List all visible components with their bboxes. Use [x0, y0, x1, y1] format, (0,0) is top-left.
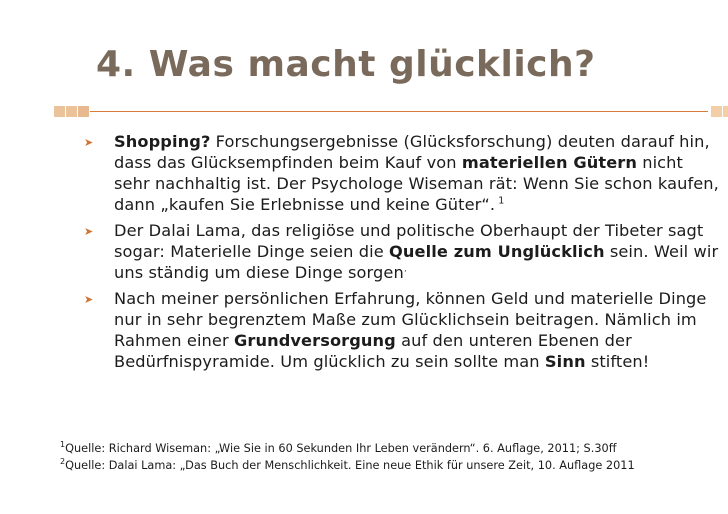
bullet-item — [84, 220, 720, 283]
decor-square — [723, 106, 728, 117]
bold-text: Shopping? — [114, 132, 211, 151]
bullet-text — [114, 131, 720, 215]
bullet-item — [84, 131, 720, 215]
slide-title: 4. Was macht glücklich? — [96, 44, 596, 85]
footnote-line — [60, 440, 720, 457]
text-segment: nicht sehr nachhaltig ist. Der Psychologe Wiseman rät: Wenn Sie schon kaufen, dann „kaufen Sie Erlebnisse und keine Güter“. — [114, 153, 719, 214]
bullet-text — [114, 220, 720, 283]
text-segment: Nach meiner persönlichen Erfahrung, können Geld und materielle Dinge nur in sehr begrenztem Maße zum Glücklichsein beitragen. Nämlich im Rahmen einer — [114, 289, 707, 350]
footnote-number: 2 — [60, 457, 66, 467]
footnote-ref: 1 — [495, 195, 505, 207]
bold-text: Grundversorgung — [233, 331, 396, 350]
footnote-ref: . — [403, 263, 407, 275]
arrow-right-icon: ➤ — [84, 293, 94, 306]
footnote-text: Quelle: Richard Wiseman: „Wie Sie in 60 Sekunden Ihr Leben verändern“. 6. Auflage, 2011; S.30ff — [65, 442, 617, 455]
text-segment: Der Dalai Lama, das religiöse und politische Oberhaupt der Tibeter sagt sogar: Materielle Dinge seien die — [114, 221, 704, 261]
bullet-list — [84, 131, 720, 377]
text-segment: stiften! — [585, 352, 650, 371]
footnote-text: Quelle: Dalai Lama: „Das Buch der Menschlichkeit. Eine neue Ethik für unsere Zeit, 10. Auflage 2011 — [65, 459, 635, 472]
text-segment: Forschungsergebnisse (Glücksforschung) deuten darauf hin, dass das Glücksempfinden beim Kauf von — [114, 132, 710, 172]
footnote-number: 1 — [60, 440, 66, 450]
footnote-line — [60, 457, 720, 474]
text-segment: auf den unteren Ebenen der Bedürfnispyramide. Um glücklich zu sein sollte man — [114, 331, 632, 371]
bullet-text — [114, 288, 720, 372]
bold-text: Sinn — [544, 352, 586, 371]
bold-text: materiellen Gütern — [461, 153, 637, 172]
arrow-right-icon: ➤ — [84, 225, 94, 238]
decor-square — [54, 106, 65, 117]
bullet-item — [84, 288, 720, 372]
decor-square — [711, 106, 722, 117]
title-divider — [90, 111, 708, 112]
bold-text: Quelle zum Unglücklich — [389, 242, 605, 261]
decor-square — [78, 106, 89, 117]
decor-square — [66, 106, 77, 117]
text-segment: sein. Weil wir uns ständig um diese Dinge sorgen — [114, 242, 719, 282]
arrow-right-icon: ➤ — [84, 136, 94, 149]
footnotes — [60, 440, 720, 474]
